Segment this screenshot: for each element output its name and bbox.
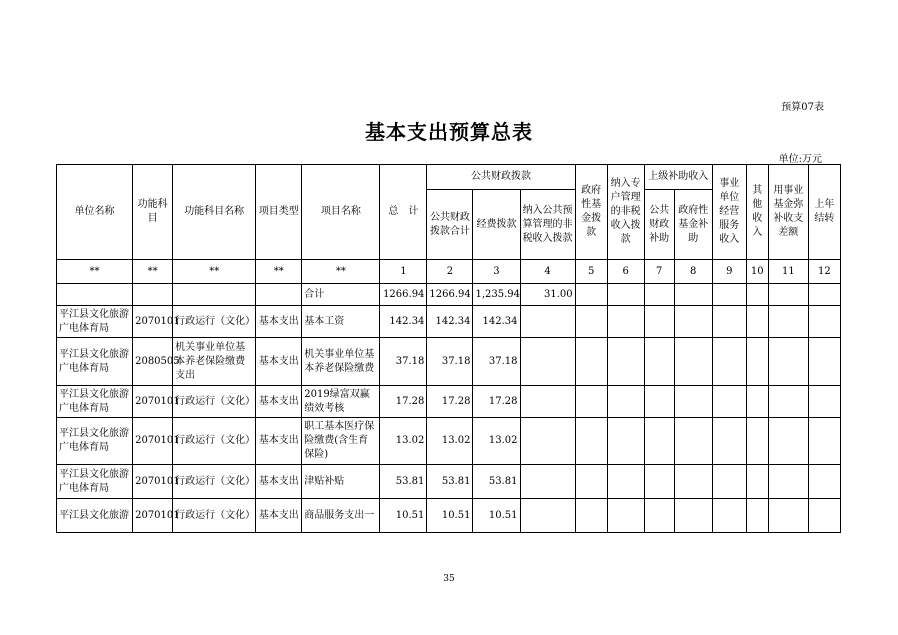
cell-public-total: 37.18 bbox=[427, 338, 473, 386]
cell-operating: 37.18 bbox=[473, 338, 520, 386]
cell-type: 基本支出 bbox=[256, 306, 302, 338]
cell-unit: 平江县文化旅游广电体育局 bbox=[57, 418, 133, 465]
col-superior-subsidy: 上级补助收入 bbox=[644, 165, 712, 190]
index-cell: ** bbox=[173, 260, 256, 284]
cell-total: 53.81 bbox=[380, 465, 427, 499]
cell-code: 2070101 bbox=[133, 306, 173, 338]
index-cell: ** bbox=[57, 260, 133, 284]
col-other-income: 其他收入 bbox=[746, 165, 768, 260]
cell-type: 基本支出 bbox=[256, 418, 302, 465]
cell-type: 基本支出 bbox=[256, 499, 302, 533]
total-amount: 1266.94 bbox=[380, 284, 427, 306]
cell-type: 基本支出 bbox=[256, 386, 302, 418]
col-total: 总 计 bbox=[380, 165, 427, 260]
index-cell: 10 bbox=[746, 260, 768, 284]
col-func-name: 功能科目名称 bbox=[173, 165, 256, 260]
cell-code: 2070101 bbox=[133, 418, 173, 465]
cell-unit: 平江县文化旅游广电体育局 bbox=[57, 465, 133, 499]
cell-public-total: 13.02 bbox=[427, 418, 473, 465]
total-operating: 1,235.94 bbox=[473, 284, 520, 306]
index-cell: 11 bbox=[768, 260, 808, 284]
cell-public-total: 17.28 bbox=[427, 386, 473, 418]
cell-func-name: 行政运行（文化） bbox=[173, 418, 256, 465]
index-cell: 8 bbox=[674, 260, 712, 284]
header-row-1 bbox=[57, 165, 841, 190]
cell-total: 17.28 bbox=[380, 386, 427, 418]
index-cell: ** bbox=[256, 260, 302, 284]
budget-table bbox=[56, 164, 841, 533]
col-func-code: 功能科目 bbox=[133, 165, 173, 260]
total-public-fiscal: 1266.94 bbox=[427, 284, 473, 306]
cell-func-name: 行政运行（文化） bbox=[173, 386, 256, 418]
cell-project: 商品服务支出一 bbox=[302, 499, 380, 533]
cell-code: 2080505 bbox=[133, 338, 173, 386]
index-cell: 6 bbox=[607, 260, 644, 284]
cell-operating: 10.51 bbox=[473, 499, 520, 533]
page-number: 35 bbox=[443, 574, 455, 584]
cell-project: 基本工资 bbox=[302, 306, 380, 338]
table-row bbox=[57, 338, 841, 386]
cell-public-total: 53.81 bbox=[427, 465, 473, 499]
cell-project: 2019绿富双赢绩效考核 bbox=[302, 386, 380, 418]
col-sub-public-fiscal: 公共财政补助 bbox=[644, 190, 674, 260]
unit-label: 单位:万元 bbox=[778, 154, 822, 165]
cell-operating: 142.34 bbox=[473, 306, 520, 338]
table-row bbox=[57, 386, 841, 418]
index-row bbox=[57, 260, 841, 284]
total-non-tax: 31.00 bbox=[520, 284, 575, 306]
cell-type: 基本支出 bbox=[256, 465, 302, 499]
col-unit-name: 单位名称 bbox=[57, 165, 133, 260]
table-row bbox=[57, 418, 841, 465]
index-cell: 12 bbox=[808, 260, 840, 284]
cell-project: 职工基本医疗保险缴费(含生育保险) bbox=[302, 418, 380, 465]
index-cell: 2 bbox=[427, 260, 473, 284]
col-non-tax-income: 纳入公共预算管理的非税收入拨款 bbox=[520, 190, 575, 260]
cell-type: 基本支出 bbox=[256, 338, 302, 386]
table-row bbox=[57, 465, 841, 499]
index-cell: 4 bbox=[520, 260, 575, 284]
page-title: 基本支出预算总表 bbox=[365, 120, 533, 144]
cell-code: 2070101 bbox=[133, 386, 173, 418]
index-cell: 3 bbox=[473, 260, 520, 284]
cell-operating: 13.02 bbox=[473, 418, 520, 465]
col-fund-balance: 用事业基金弥补收支差额 bbox=[768, 165, 808, 260]
form-code: 预算07表 bbox=[781, 102, 824, 113]
cell-project: 机关事业单位基本养老保险缴费 bbox=[302, 338, 380, 386]
table-row bbox=[57, 499, 841, 533]
col-public-fiscal-total: 公共财政拨款合计 bbox=[427, 190, 473, 260]
col-public-fiscal: 公共财政拨款 bbox=[427, 165, 575, 190]
cell-total: 10.51 bbox=[380, 499, 427, 533]
col-prior-year: 上年结转 bbox=[808, 165, 840, 260]
cell-total: 13.02 bbox=[380, 418, 427, 465]
col-business-income: 事业单位经营服务收入 bbox=[712, 165, 746, 260]
col-gov-fund: 政府性基金拨款 bbox=[575, 165, 607, 260]
cell-public-total: 142.34 bbox=[427, 306, 473, 338]
cell-code: 2070101 bbox=[133, 465, 173, 499]
total-label: 合计 bbox=[302, 284, 380, 306]
cell-operating: 17.28 bbox=[473, 386, 520, 418]
cell-code: 2070101 bbox=[133, 499, 173, 533]
index-cell: ** bbox=[133, 260, 173, 284]
index-cell: 9 bbox=[712, 260, 746, 284]
col-special-non-tax: 纳入专户管理的非税收入拨款 bbox=[607, 165, 644, 260]
cell-public-total: 10.51 bbox=[427, 499, 473, 533]
cell-unit: 平江县文化旅游广电体育局 bbox=[57, 306, 133, 338]
col-project-name: 项目名称 bbox=[302, 165, 380, 260]
cell-func-name: 机关事业单位基本养老保险缴费支出 bbox=[173, 338, 256, 386]
index-cell: 5 bbox=[575, 260, 607, 284]
cell-total: 37.18 bbox=[380, 338, 427, 386]
col-operating-funds: 经费拨款 bbox=[473, 190, 520, 260]
col-project-type: 项目类型 bbox=[256, 165, 302, 260]
cell-total: 142.34 bbox=[380, 306, 427, 338]
table-row bbox=[57, 306, 841, 338]
total-row bbox=[57, 284, 841, 306]
index-cell: 7 bbox=[644, 260, 674, 284]
col-sub-gov-fund: 政府性基金补助 bbox=[674, 190, 712, 260]
cell-project: 津贴补贴 bbox=[302, 465, 380, 499]
cell-operating: 53.81 bbox=[473, 465, 520, 499]
index-cell: ** bbox=[302, 260, 380, 284]
cell-unit: 平江县文化旅游广电体育局 bbox=[57, 338, 133, 386]
cell-func-name: 行政运行（文化） bbox=[173, 306, 256, 338]
cell-func-name: 行政运行（文化） bbox=[173, 465, 256, 499]
cell-unit: 平江县文化旅游 bbox=[57, 499, 133, 533]
cell-func-name: 行政运行（文化） bbox=[173, 499, 256, 533]
cell-unit: 平江县文化旅游广电体育局 bbox=[57, 386, 133, 418]
index-cell: 1 bbox=[380, 260, 427, 284]
